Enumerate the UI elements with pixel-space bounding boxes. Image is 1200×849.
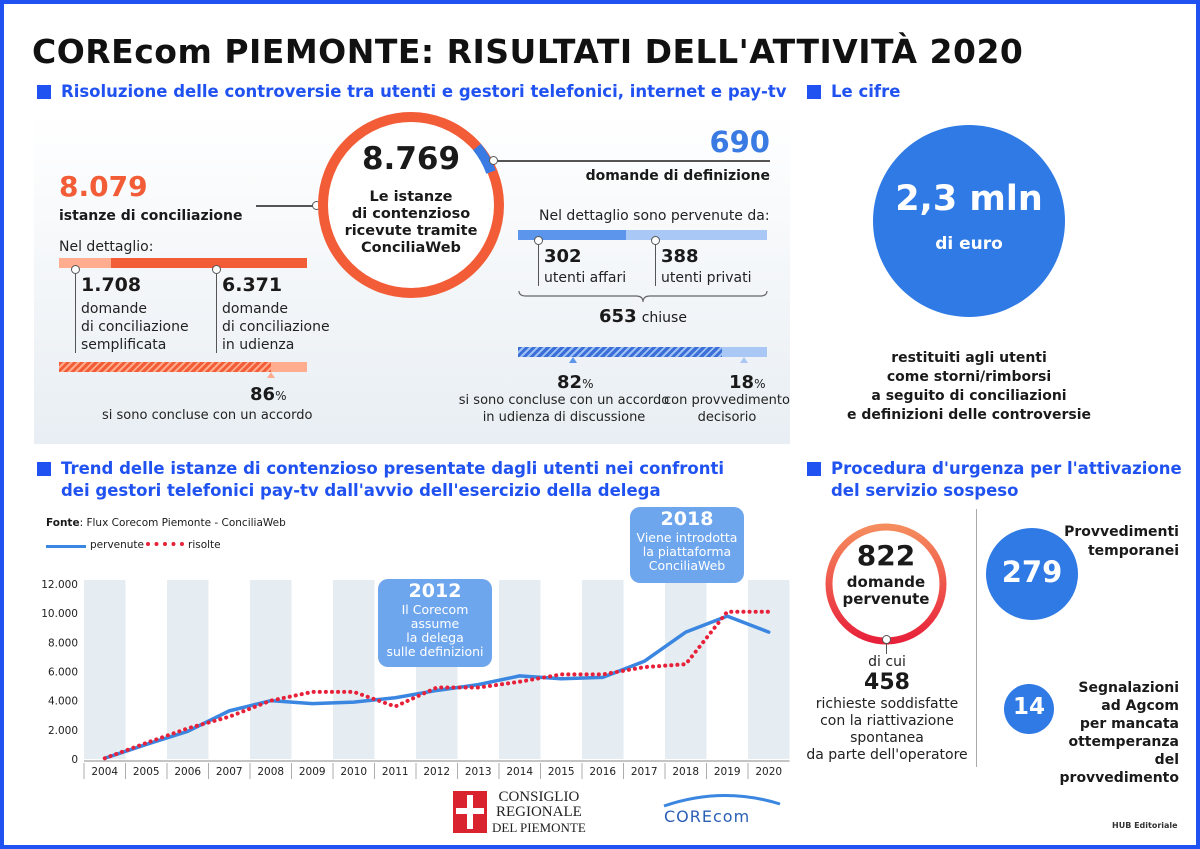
urgenza-s3: spontanea [850, 730, 924, 746]
urgenza-s2: con la riattivazione [820, 713, 954, 729]
semplificata-value: 1.708 [81, 274, 142, 296]
provvedimenti-l2: temporanei [1087, 543, 1179, 559]
p2-value: 18 [729, 372, 755, 393]
pct-value: 86 [250, 384, 276, 405]
urgenza-s4: da parte dell'operatore [806, 747, 968, 763]
x-tick-label: 2011 [381, 766, 409, 778]
pointer-triangle [267, 372, 275, 378]
center-l3: ricevute tramite [344, 223, 478, 239]
p1-sign: % [582, 377, 594, 391]
divider [976, 509, 977, 767]
logo1-l2: REGIONALE [495, 804, 582, 820]
chart-column-band [84, 580, 126, 759]
y-tick-label: 0 [71, 754, 78, 766]
tick-line [538, 244, 539, 286]
privati-bar [626, 230, 767, 240]
chart-column-band [333, 580, 375, 759]
definizione-label: domande di definizione [585, 168, 770, 184]
chart-column-band [499, 580, 541, 759]
conciliazione-pct [250, 384, 286, 405]
cifre-desc [834, 349, 1104, 425]
cifre-l4: e definizioni delle controversie [847, 407, 1091, 423]
annotation-2018-l3: ConciliaWeb [648, 558, 726, 573]
section-marker [807, 462, 821, 476]
affari-label: utenti affari [544, 270, 627, 286]
semplificata-l1: domande [81, 301, 148, 317]
annotation-2012-year: 2012 [408, 580, 462, 602]
annotation-2018-l1: Viene introdotta [636, 530, 738, 545]
x-tick-label: 2004 [91, 766, 119, 778]
urgenza-title-l2: del servizio sospeso [831, 481, 1019, 500]
annotation-2012-l1: Il Corecom [401, 602, 469, 617]
consiglio-logo-text [492, 790, 586, 835]
annotation-2018-l2: la piattaforma [642, 544, 732, 559]
section-marker [37, 85, 51, 99]
credit: HUB Editoriale [1112, 821, 1178, 830]
x-tick-label: 2014 [506, 766, 534, 778]
chart-column-band [582, 580, 624, 759]
conciliazione-dettaglio: Nel dettaglio: [59, 239, 154, 255]
urgenza-l1: domande [846, 573, 926, 591]
center-value: 8.769 [361, 141, 461, 177]
logo1-l3: DEL PIEMONTE [492, 820, 586, 835]
trend-title-l1: Trend delle istanze di contenzioso presentate dagli utenti nei confronti [61, 459, 725, 478]
pointer-triangle [569, 357, 577, 363]
x-tick-label: 2005 [132, 766, 160, 778]
x-tick-label: 2013 [464, 766, 492, 778]
connector-line [886, 644, 887, 654]
x-tick-label: 2018 [672, 766, 700, 778]
provvedimenti-label [1044, 523, 1179, 561]
legend-label-pervenute: pervenute [90, 539, 145, 551]
fonte-label: Fonte [46, 517, 80, 529]
udienza-value: 6.371 [222, 274, 283, 296]
p2-l2: decisorio [697, 410, 757, 425]
annotation-2012-l2: assume [410, 616, 460, 631]
annotation-2018-year: 2018 [660, 508, 714, 530]
affari-value: 302 [544, 246, 582, 267]
center-l1: Le istanze [369, 189, 453, 205]
center-l4: ConciliaWeb [361, 240, 461, 256]
p1-l2: in udienza di discussione [482, 410, 646, 425]
center-l2: di contenzioso [351, 206, 471, 222]
conciliazione-value: 8.079 [59, 170, 148, 203]
x-tick-label: 2012 [423, 766, 451, 778]
y-tick-label: 4.000 [47, 695, 78, 708]
conciliazione-pct-label: si sono concluse con un accordo [102, 408, 313, 423]
no-accordo-bar [271, 362, 307, 372]
segnalazioni-label [1044, 679, 1179, 787]
p1-l1: si sono concluse con un accordo [458, 393, 670, 408]
annotation-2012 [378, 579, 492, 667]
x-tick-label: 2009 [298, 766, 326, 778]
provvedimenti-value: 279 [1001, 555, 1063, 589]
annotation-2012-l4: sulle definizioni [386, 644, 484, 659]
x-tick-label: 2017 [630, 766, 658, 778]
section-marker [807, 85, 821, 99]
cifre-l2: come storni/rimborsi [886, 369, 1052, 385]
segnalazioni-l3: per mancata [1079, 716, 1179, 732]
segnalazioni-value: 14 [1012, 694, 1045, 720]
x-tick-label: 2007 [215, 766, 243, 778]
urgenza-label [822, 574, 950, 608]
provvedimenti-l1: Provvedimenti [1064, 524, 1179, 540]
y-tick-label: 12.000 [41, 579, 78, 591]
annotation-2012-l3: la delega [406, 630, 464, 645]
x-tick-label: 2006 [174, 766, 202, 778]
p1 [557, 372, 593, 393]
pointer-triangle [740, 357, 748, 363]
tick-line [216, 273, 217, 353]
cifre-l1: restituiti agli utenti [891, 350, 1047, 366]
x-tick-label: 2016 [589, 766, 617, 778]
section-trend-title [61, 458, 724, 502]
x-tick-label: 2008 [257, 766, 285, 778]
chart-column-band [250, 580, 292, 759]
urgenza-sub-desc [792, 696, 982, 764]
definizione-dettaglio: Nel dettaglio sono pervenute da: [539, 208, 770, 224]
cifre-value: 2,3 mln [895, 179, 1043, 219]
p2-sign: % [754, 377, 766, 391]
logo1-l1: CONSIGLIO [498, 789, 580, 805]
section-urgenza-title [831, 458, 1182, 502]
chiuse-value: 653 [599, 306, 637, 327]
privati-label: utenti privati [661, 270, 752, 286]
p1-value: 82 [557, 372, 583, 393]
consiglio-logo-shield [453, 791, 487, 833]
section-risoluzione-title: Risoluzione delle controversie tra utenti e gestori telefonici, internet e pay-tv [61, 82, 787, 101]
corecom-logo-text: COREcom [664, 807, 751, 826]
cifre-l3: a seguito di conciliazioni [871, 388, 1067, 404]
segnalazioni-l5: del provvedimento [1059, 752, 1179, 786]
privati-value: 388 [661, 246, 699, 267]
chart-column-band [748, 580, 790, 759]
p2-l1: con provvedimento [664, 393, 790, 408]
definizione-value: 690 [709, 125, 770, 159]
x-tick-label: 2010 [340, 766, 368, 778]
semplificata-l3: semplificata [81, 337, 167, 353]
segnalazioni-l1: Segnalazioni [1078, 680, 1179, 696]
y-tick-label: 6.000 [47, 666, 78, 679]
udienza-l2: di conciliazione [222, 319, 330, 335]
annotation-2018 [630, 507, 744, 583]
legend-label-risolte: risolte [188, 539, 221, 551]
trend-title-l2: dei gestori telefonici pay-tv dall'avvio dell'esercizio della delega [61, 481, 661, 500]
x-tick-label: 2019 [713, 766, 741, 778]
connector-line [256, 205, 316, 207]
pct-sign: % [275, 389, 287, 403]
p2 [729, 372, 765, 393]
y-tick-label: 2.000 [47, 724, 78, 737]
y-tick-label: 8.000 [47, 637, 78, 650]
urgenza-l2: pervenute [842, 590, 930, 608]
urgenza-s1: richieste soddisfatte [815, 696, 959, 712]
section-marker [37, 462, 51, 476]
chiuse-brace [518, 290, 768, 304]
semplificata-bar [59, 258, 111, 268]
chiuse-label: chiuse [641, 310, 687, 326]
urgenza-value: 822 [856, 539, 916, 572]
tick-line [655, 244, 656, 286]
tick-line [75, 273, 76, 353]
connector-line [497, 160, 770, 162]
y-tick-label: 10.000 [41, 608, 78, 621]
x-tick-label: 2020 [755, 766, 783, 778]
cifre-unit: di euro [935, 234, 1003, 254]
segnalazioni-l2: ad Agcom [1101, 698, 1179, 714]
conciliazione-label: istanze di conciliazione [59, 208, 243, 224]
fonte-text: : Flux Corecom Piemonte - ConciliaWeb [79, 517, 286, 529]
semplificata-l2: di conciliazione [81, 319, 189, 335]
p2-label [654, 392, 800, 426]
connector-dot [882, 635, 891, 644]
cifre-circle [873, 125, 1065, 317]
urgenza-dicui: di cui [868, 654, 906, 670]
page-title: COREcom PIEMONTE: RISULTATI DELL'ATTIVITÀ 2020 [32, 32, 1024, 71]
accordo-bar [59, 362, 271, 372]
x-tick-label: 2015 [547, 766, 575, 778]
section-cifre-title: Le cifre [831, 82, 901, 101]
chiuse [518, 306, 768, 327]
chart-column-band [665, 580, 707, 759]
segnalazioni-l4: ottemperanza [1068, 734, 1179, 750]
urgenza-sub-value: 458 [864, 670, 910, 695]
p1-bar [518, 347, 722, 357]
udienza-l3: in udienza [222, 337, 295, 353]
p2-bar [722, 347, 767, 357]
center-label [316, 189, 506, 257]
udienza-bar [111, 258, 307, 268]
udienza-l1: domande [222, 301, 289, 317]
urgenza-title-l1: Procedura d'urgenza per l'attivazione [831, 459, 1182, 478]
